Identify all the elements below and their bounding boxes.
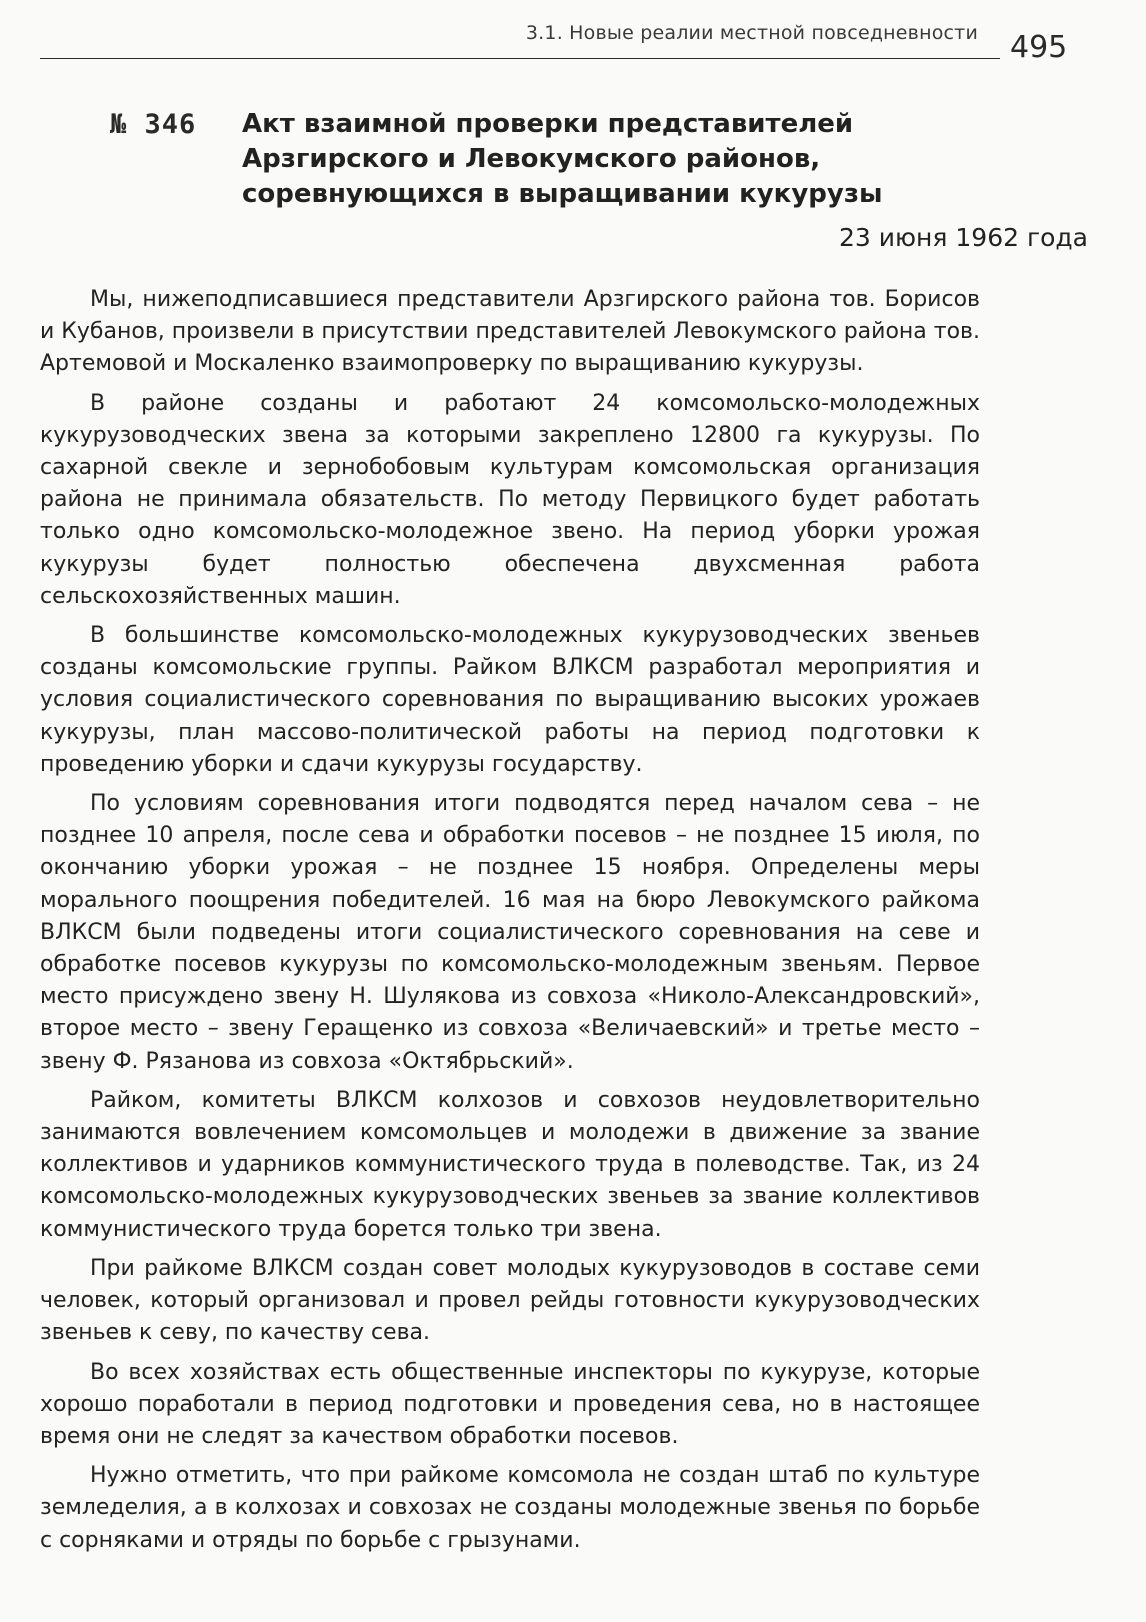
paragraph: В районе созданы и работают 24 комсомольско-молодежных кукурузоводческих звена за которыми закреплено 12800 га кукурузы. По сахарной свекле и зернобобовым культурам комсомольская организация района не принимала обязательств. По методу Первицкого будет работать только одно комсомольско-молодежное звено. На период уборки урожая кукурузы будет полностью обеспечена двухсменная работа сельскохозяйственных машин.	[40, 390, 980, 609]
paragraph: Мы, нижеподписавшиеся представители Арзгирского района тов. Борисов и Кубанов, произвели в присутствии представителей Левокумского района тов. Артемовой и Москаленко взаимопроверку по выращиванию кукурузы.	[40, 287, 980, 377]
document-number: № 346	[110, 109, 197, 140]
document-title: Акт взаимной проверки представителей Арзгирского и Левокумского районов, соревнующихся в выращивании кукурузы	[242, 109, 883, 209]
paragraph: Во всех хозяйствах есть общественные инспекторы по кукурузе, которые хорошо поработали в период подготовки и проведения сева, но в настоящее время они не следят за качеством обработки посевов.	[40, 1359, 980, 1449]
section-title: 3.1. Новые реалии местной повседневности	[525, 22, 978, 44]
page-number: 495	[1010, 30, 1068, 65]
paragraph: По условиям соревнования итоги подводятся перед началом сева – не позднее 10 апреля, после сева и обработки посевов – не позднее 15 июля, по окончанию уборки урожая – не позднее 15 ноября. Определены меры морального поощрения победителей. 16 мая на бюро Левокумского райкома ВЛКСМ были подведены итоги социалистического соревнования на севе и обработке посевов кукурузы по комсомольско-молодежным звеньям. Первое место присуждено звену Н. Шулякова из совхоза «Николо-Александровский», второе место – звену Геращенко из совхоза «Величаевский» и третье место – звену Ф. Рязанова из совхоза «Октябрьский».	[40, 791, 980, 1074]
running-head	[40, 16, 1000, 59]
paragraph: При райкоме ВЛКСМ создан совет молодых кукурузоводов в составе семи человек, который организовал и провел рейды готовности кукурузоводческих звеньев к севу, по качеству сева.	[40, 1255, 980, 1346]
paragraph: В большинстве комсомольско-молодежных кукурузоводческих звеньев созданы комсомольские группы. Райком ВЛКСМ разработал мероприятия и условия социалистического соревнования по выращиванию высоких урожаев кукурузы, план массово-политической работы на период подготовки к проведению уборки и сдачи кукурузы государству.	[40, 623, 980, 777]
paragraph: Нужно отметить, что при райкоме комсомола не создан штаб по культуре земледелия, а в колхозах и совхозах не созданы молодежные звенья по борьбе с сорняками и отряды по борьбе с грызунами.	[40, 1463, 980, 1553]
document-body	[40, 284, 980, 1564]
paragraph: Райком, комитеты ВЛКСМ колхозов и совхозов неудовлетворительно занимаются вовлечением комсомольцев и молодежи в движение за звание коллективов и ударников коммунистического труда в полеводстве. Так, из 24 комсомольско-молодежных кукурузоводческих звеньев за звание коллективов коммунистического труда борется только три звена.	[40, 1087, 980, 1242]
document-date: 23 июня 1962 года	[839, 223, 1088, 252]
